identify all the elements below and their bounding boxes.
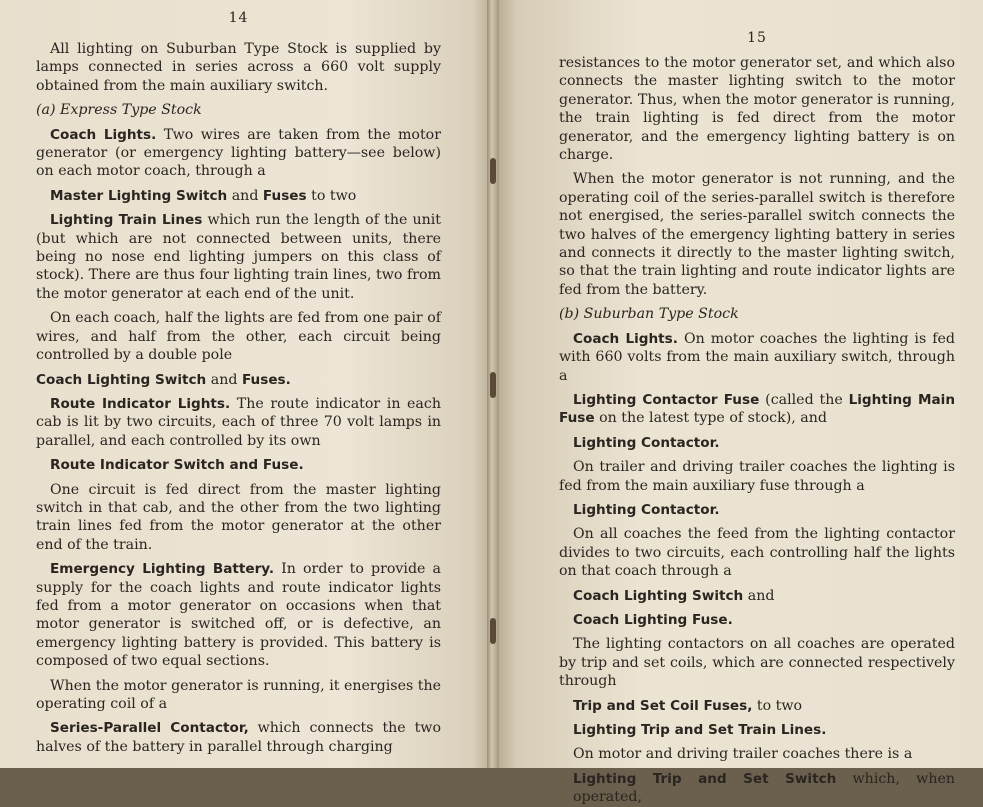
bold-term: Coach Lights.	[573, 330, 678, 347]
binding-staple	[490, 372, 496, 398]
paragraph	[559, 635, 955, 690]
text-run: On trailer and driving trailer coaches the lighting is fed from the main auxiliary fuse through a	[559, 459, 955, 494]
paragraph	[36, 211, 441, 303]
bold-term: Coach Lights.	[50, 126, 157, 143]
text-run: resistances to the motor generator set, and which also connects the master lighting switch to the motor generator. Thus, when the motor generator is running, the train lighting is fed direct from the motor generator, and the emergency lighting battery is on charge.	[559, 55, 955, 164]
paragraph	[559, 525, 955, 580]
paragraph	[559, 745, 955, 763]
paragraph	[559, 697, 955, 715]
paragraph	[36, 560, 441, 670]
binding-staple	[490, 618, 496, 644]
paragraph	[559, 391, 955, 428]
paragraph	[36, 187, 441, 205]
paragraph	[36, 101, 441, 119]
bold-term: Coach Lighting Fuse.	[573, 611, 733, 628]
page-right-text	[559, 54, 955, 807]
bold-term: Route Indicator Lights.	[50, 395, 231, 412]
bold-term: Master Lighting Switch	[50, 187, 228, 204]
bold-term: Route Indicator Switch and Fuse.	[50, 457, 304, 474]
paragraph	[36, 456, 441, 474]
paragraph	[559, 770, 955, 807]
text-run: and	[227, 187, 263, 204]
bold-term: Lighting Main Fuse	[559, 391, 955, 427]
text-run: which run the length of the unit (but which are not connected between units, there being no nose end lighting jumpers on this class of stock). There are thus four lighting train lines, two from the motor generator at each end of the unit.	[36, 212, 441, 302]
paragraph	[559, 501, 955, 519]
bold-term: Fuses.	[241, 371, 291, 388]
paragraph	[559, 305, 955, 323]
text-run: The route indicator in each cab is lit by two circuits, each of three 70 volt lamps in parallel, and each controlled by its own	[36, 395, 441, 449]
text-run: to two	[752, 697, 803, 714]
bold-term: Coach Lighting Switch	[36, 371, 207, 388]
text-run: On all coaches the feed from the lighting contactor divides to two circuits, each controlling half the lights on that coach through a	[559, 526, 955, 580]
text-run: When the motor generator is running, it energises the operating coil of a	[36, 677, 441, 712]
paragraph	[559, 721, 955, 739]
bold-term: Lighting Train Lines	[50, 212, 203, 229]
page-number-right: 15	[747, 30, 767, 46]
paragraph	[559, 587, 955, 605]
italic-heading: (b) Suburban Type Stock	[559, 306, 739, 323]
bold-term: Lighting Contactor Fuse	[573, 391, 760, 408]
bold-term: Lighting Contactor.	[573, 501, 720, 518]
text-run: which, when operated,	[573, 770, 955, 806]
bold-term: Fuses	[262, 187, 307, 204]
paragraph	[36, 677, 441, 714]
text-run: One circuit is fed direct from the master lighting switch in that cab, and the other from the two lighting train lines fed from the motor generator at the other end of the train.	[36, 481, 441, 553]
page-right	[493, 0, 983, 806]
paragraph	[36, 371, 441, 389]
text-run: The lighting contactors on all coaches are operated by trip and set coils, which are connected respectively through	[559, 636, 955, 690]
page-left-text	[36, 40, 441, 756]
paragraph	[36, 395, 441, 450]
paragraph	[559, 54, 955, 164]
paragraph	[559, 611, 955, 629]
bold-term: Coach Lighting Switch	[573, 587, 744, 604]
page-number-left: 14	[228, 10, 249, 26]
text-run: On motor and driving trailer coaches there is a	[573, 746, 913, 763]
paragraph	[559, 170, 955, 299]
text-run: Two wires are taken from the motor generator (or emergency lighting battery—see below) on each motor coach, through a	[36, 126, 441, 180]
paragraph	[36, 719, 441, 756]
text-run: On each coach, half the lights are fed from one pair of wires, and half from the other, each circuit being controlled by a double pole	[36, 310, 441, 364]
bold-term: Emergency Lighting Battery.	[50, 561, 275, 578]
bold-term: Lighting Trip and Set Switch	[573, 770, 837, 787]
bold-term: Lighting Contactor.	[573, 434, 720, 451]
paragraph	[36, 309, 441, 364]
text-run: In order to provide a supply for the coach lights and route indicator lights fed from a motor generator on occasions when that motor generator is switched off, or is defective, an emergency lighting battery is provided. This battery is composed of two equal sections.	[36, 561, 441, 670]
bold-term: Series-Parallel Contactor,	[50, 720, 249, 737]
text-run: (called the	[759, 391, 849, 408]
paragraph	[559, 330, 955, 385]
text-run: to two	[306, 187, 357, 204]
text-run: All lighting on Suburban Type Stock is supplied by lamps connected in series across a 660 volt supply obtained from the main auxiliary switch.	[36, 41, 441, 94]
bold-term: Trip and Set Coil Fuses,	[573, 697, 753, 714]
text-run: and	[206, 371, 242, 388]
italic-heading: Express Type Stock	[60, 102, 202, 119]
page-left	[0, 0, 493, 768]
text-run: and	[743, 587, 775, 604]
paragraph	[559, 458, 955, 495]
paragraph	[36, 481, 441, 555]
paragraph	[36, 40, 441, 95]
text-run: When the motor generator is not running, and the operating coil of the series-parallel switch is therefore not energised, the series-parallel switch connects the two halves of the emergency lighting battery in series and connects it directly to the master lighting switch, so that the train lighting and route indicator lights are fed from the battery.	[559, 171, 955, 298]
bold-term: Lighting Trip and Set Train Lines.	[573, 722, 827, 738]
text-run: on the latest type of stock), and	[594, 410, 827, 427]
text-run: which connects the two halves of the battery in parallel through charging	[36, 720, 441, 755]
text-run: On motor coaches the lighting is fed with 660 volts from the main auxiliary switch, through a	[559, 330, 955, 384]
paragraph	[559, 434, 955, 452]
paragraph	[36, 126, 441, 181]
binding-staple	[490, 158, 496, 184]
italic-heading: (a)	[36, 102, 61, 119]
